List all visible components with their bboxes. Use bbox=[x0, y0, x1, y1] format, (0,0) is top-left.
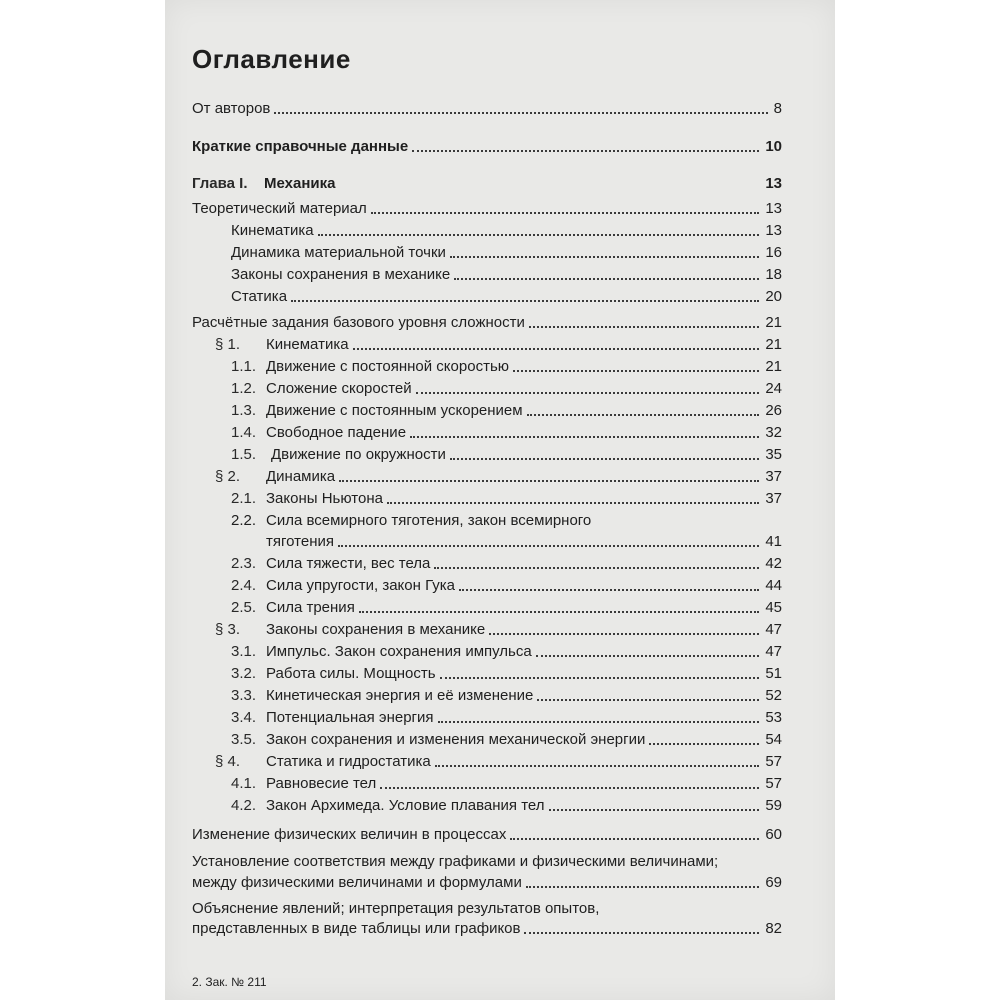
toc-entry[interactable] bbox=[192, 200, 782, 218]
toc-subsection-continuation[interactable] bbox=[266, 533, 782, 551]
leader-dots bbox=[438, 721, 760, 723]
toc-entry-title-continued: тяготения bbox=[266, 533, 334, 550]
toc-subsection-number: 2.1. bbox=[231, 490, 257, 507]
toc-entry-page: 21 bbox=[765, 314, 782, 331]
toc-subsection[interactable] bbox=[231, 775, 782, 793]
leader-dots bbox=[459, 589, 759, 591]
leader-dots bbox=[524, 932, 759, 934]
toc-entry-title: Кинетическая энергия и её изменение bbox=[266, 687, 534, 704]
toc-section[interactable] bbox=[215, 621, 782, 639]
toc-entry-title: Сила тяжести, вес тела bbox=[266, 555, 431, 572]
toc-entry-title: Закон Архимеда. Условие плавания тел bbox=[266, 797, 545, 814]
toc-entry-page: 13 bbox=[765, 222, 782, 239]
toc-entry-title: Движение с постоянным ускорением bbox=[266, 402, 523, 419]
toc-entry-title: Законы Ньютона bbox=[266, 490, 383, 507]
toc-subsection-first-line[interactable] bbox=[231, 512, 591, 530]
leader-dots bbox=[529, 326, 759, 328]
toc-entry-page: 10 bbox=[765, 138, 782, 155]
toc-entry-title: Законы сохранения в механике bbox=[231, 266, 451, 283]
leader-dots bbox=[450, 256, 759, 258]
leader-dots bbox=[387, 502, 759, 504]
toc-entry[interactable] bbox=[192, 314, 782, 332]
toc-entry-title: Статика bbox=[231, 288, 288, 305]
toc-chapter[interactable] bbox=[192, 175, 782, 193]
toc-entry-title: Кинематика bbox=[231, 222, 314, 239]
toc-section[interactable] bbox=[215, 468, 782, 486]
printer-signature: 2. Зак. № 211 bbox=[192, 975, 267, 989]
toc-entry-page: 20 bbox=[765, 288, 782, 305]
leader-dots bbox=[649, 743, 759, 745]
toc-subsection-number: 1.1. bbox=[231, 358, 257, 375]
leader-dots bbox=[435, 765, 760, 767]
toc-entry-page: 41 bbox=[765, 533, 782, 550]
toc-subsection-number: 3.4. bbox=[231, 709, 257, 726]
toc-entry-page: 13 bbox=[765, 200, 782, 217]
toc-entry[interactable] bbox=[231, 222, 782, 240]
toc-subsection-number: 3.5. bbox=[231, 731, 257, 748]
toc-entry-title: Сила упругости, закон Гука bbox=[266, 577, 455, 594]
toc-entry-page: 57 bbox=[765, 753, 782, 770]
toc-entry-continuation[interactable] bbox=[192, 920, 782, 938]
toc-section-number: § 3. bbox=[215, 621, 241, 638]
toc-entry-page: 82 bbox=[765, 920, 782, 937]
leader-dots bbox=[412, 150, 759, 152]
toc-subsection[interactable] bbox=[231, 709, 782, 727]
leader-dots bbox=[510, 838, 759, 840]
toc-subsection[interactable] bbox=[231, 665, 782, 683]
toc-entry[interactable] bbox=[192, 826, 782, 844]
toc-subsection-number: 2.5. bbox=[231, 599, 257, 616]
leader-dots bbox=[536, 655, 760, 657]
toc-entry-title: Движение по окружности bbox=[271, 446, 446, 463]
toc-entry-page: 57 bbox=[765, 775, 782, 792]
toc-subsection[interactable] bbox=[231, 687, 782, 705]
toc-entry-page: 54 bbox=[765, 731, 782, 748]
toc-entry-page: 59 bbox=[765, 797, 782, 814]
toc-entry-page: 47 bbox=[765, 643, 782, 660]
leader-dots bbox=[537, 699, 759, 701]
toc-entry[interactable] bbox=[192, 100, 782, 118]
leader-dots bbox=[434, 567, 759, 569]
leader-dots bbox=[454, 278, 759, 280]
leader-dots bbox=[371, 212, 760, 214]
leader-dots bbox=[526, 886, 759, 888]
toc-entry-title: Кинематика bbox=[266, 336, 349, 353]
toc-entry-title: Изменение физических величин в процессах bbox=[192, 826, 507, 843]
toc-subsection[interactable] bbox=[231, 358, 782, 376]
toc-subsection-number: 2.3. bbox=[231, 555, 257, 572]
toc-entry-page: 16 bbox=[765, 244, 782, 261]
leader-dots bbox=[513, 370, 759, 372]
toc-subsection-number: 1.5. bbox=[231, 446, 257, 463]
toc-entry-page: 53 bbox=[765, 709, 782, 726]
leader-dots bbox=[353, 348, 760, 350]
toc-entry-page: 42 bbox=[765, 555, 782, 572]
toc-entry-page: 21 bbox=[765, 336, 782, 353]
toc-entry-title: Закон сохранения и изменения механической энергии bbox=[266, 731, 646, 748]
toc-entry-first-line[interactable] bbox=[192, 853, 718, 871]
toc-entry-page: 13 bbox=[765, 175, 782, 192]
leader-space bbox=[339, 187, 759, 189]
toc-entry-title: Потенциальная энергия bbox=[266, 709, 434, 726]
toc-subsection[interactable] bbox=[231, 797, 782, 815]
toc-chapter-number: Глава I. bbox=[192, 175, 248, 192]
toc-subsection[interactable] bbox=[231, 380, 782, 398]
toc-entry-title: Равновесие тел bbox=[266, 775, 377, 792]
toc-subsection-number: 1.3. bbox=[231, 402, 257, 419]
toc-subsection[interactable] bbox=[231, 731, 782, 749]
page-title: Оглавление bbox=[192, 44, 351, 74]
leader-dots bbox=[549, 809, 760, 811]
toc-entry-title-continued: между физическими величинами и формулами bbox=[192, 874, 522, 891]
toc-entry[interactable] bbox=[231, 244, 782, 262]
toc-entry-title: Механика bbox=[264, 175, 336, 192]
leader-dots bbox=[359, 611, 759, 613]
toc-section-number: § 4. bbox=[215, 753, 241, 770]
toc-subsection-number: 2.4. bbox=[231, 577, 257, 594]
toc-entry-title: Теоретический материал bbox=[192, 200, 367, 217]
toc-entry-page: 26 bbox=[765, 402, 782, 419]
toc-entry-title: Работа силы. Мощность bbox=[266, 665, 436, 682]
toc-subsection-number: 1.2. bbox=[231, 380, 257, 397]
toc-subsection[interactable] bbox=[231, 446, 782, 464]
toc-subsection[interactable] bbox=[231, 402, 782, 420]
leader-dots bbox=[527, 414, 760, 416]
leader-dots bbox=[318, 234, 760, 236]
toc-entry-title: Сложение скоростей bbox=[266, 380, 412, 397]
toc-subsection-number: 4.1. bbox=[231, 775, 257, 792]
toc-entry-title: Импульс. Закон сохранения импульса bbox=[266, 643, 532, 660]
toc-entry-first-line[interactable] bbox=[192, 900, 599, 918]
toc-entry-title: От авторов bbox=[192, 100, 271, 117]
toc-entry-page: 44 bbox=[765, 577, 782, 594]
toc-entry-title: Расчётные задания базового уровня сложности bbox=[192, 314, 525, 331]
toc-entry-page: 32 bbox=[765, 424, 782, 441]
toc-subsection[interactable] bbox=[231, 599, 782, 617]
toc-subsection[interactable] bbox=[231, 424, 782, 442]
toc-subsection-number: 3.1. bbox=[231, 643, 257, 660]
leader-dots bbox=[410, 436, 759, 438]
toc-entry-page: 21 bbox=[765, 358, 782, 375]
toc-subsection-number: 3.2. bbox=[231, 665, 257, 682]
toc-entry-title: Законы сохранения в механике bbox=[266, 621, 486, 638]
toc-entry-title: Сила всемирного тяготения, закон всемирного bbox=[266, 512, 592, 529]
toc-entry-page: 60 bbox=[765, 826, 782, 843]
toc-subsection[interactable] bbox=[231, 555, 782, 573]
toc-entry-page: 37 bbox=[765, 468, 782, 485]
toc-entry-title: Краткие справочные данные bbox=[192, 138, 409, 155]
toc-entry-page: 51 bbox=[765, 665, 782, 682]
toc-entry-title: Динамика материальной точки bbox=[231, 244, 446, 261]
leader-dots bbox=[450, 458, 759, 460]
toc-section-number: § 1. bbox=[215, 336, 241, 353]
toc-section[interactable] bbox=[215, 336, 782, 354]
toc-subsection-number: 2.2. bbox=[231, 512, 257, 529]
toc-entry-page: 52 bbox=[765, 687, 782, 704]
toc-entry-title: Движение с постоянной скоростью bbox=[266, 358, 510, 375]
leader-dots bbox=[339, 480, 759, 482]
leader-dots bbox=[489, 633, 759, 635]
leader-dots bbox=[440, 677, 760, 679]
leader-dots bbox=[380, 787, 759, 789]
toc-subsection[interactable] bbox=[231, 643, 782, 661]
toc-subsection[interactable] bbox=[231, 577, 782, 595]
toc-subsection-number: 4.2. bbox=[231, 797, 257, 814]
toc-entry-title-continued: представленных в виде таблицы или графиков bbox=[192, 920, 521, 937]
leader-dots bbox=[416, 392, 760, 394]
toc-entry[interactable] bbox=[192, 138, 782, 156]
leader-dots bbox=[338, 545, 759, 547]
toc-subsection-number: 3.3. bbox=[231, 687, 257, 704]
book-page bbox=[165, 0, 835, 1000]
toc-entry-page: 37 bbox=[765, 490, 782, 507]
toc-entry-page: 45 bbox=[765, 599, 782, 616]
toc-subsection-number: 1.4. bbox=[231, 424, 257, 441]
toc-entry-title: Свободное падение bbox=[266, 424, 407, 441]
toc-entry-continuation[interactable] bbox=[192, 874, 782, 892]
toc-entry[interactable] bbox=[231, 288, 782, 306]
toc-entry-title: Сила трения bbox=[266, 599, 355, 616]
toc-entry-page: 69 bbox=[765, 874, 782, 891]
toc-section-number: § 2. bbox=[215, 468, 241, 485]
toc-section[interactable] bbox=[215, 753, 782, 771]
toc-entry-title: Статика и гидростатика bbox=[266, 753, 431, 770]
toc-entry-title: Установление соответствия между графиками и физическими величинами; bbox=[192, 853, 719, 870]
toc-entry-title: Объяснение явлений; интерпретация результатов опытов, bbox=[192, 900, 600, 917]
toc-subsection[interactable] bbox=[231, 490, 782, 508]
toc-entry[interactable] bbox=[231, 266, 782, 284]
toc-entry-page: 24 bbox=[765, 380, 782, 397]
toc-entry-page: 18 bbox=[765, 266, 782, 283]
toc-entry-title: Динамика bbox=[266, 468, 336, 485]
leader-dots bbox=[291, 300, 759, 302]
toc-entry-page: 47 bbox=[765, 621, 782, 638]
toc-entry-page: 8 bbox=[773, 100, 782, 117]
toc-entry-page: 35 bbox=[765, 446, 782, 463]
leader-dots bbox=[274, 112, 767, 114]
